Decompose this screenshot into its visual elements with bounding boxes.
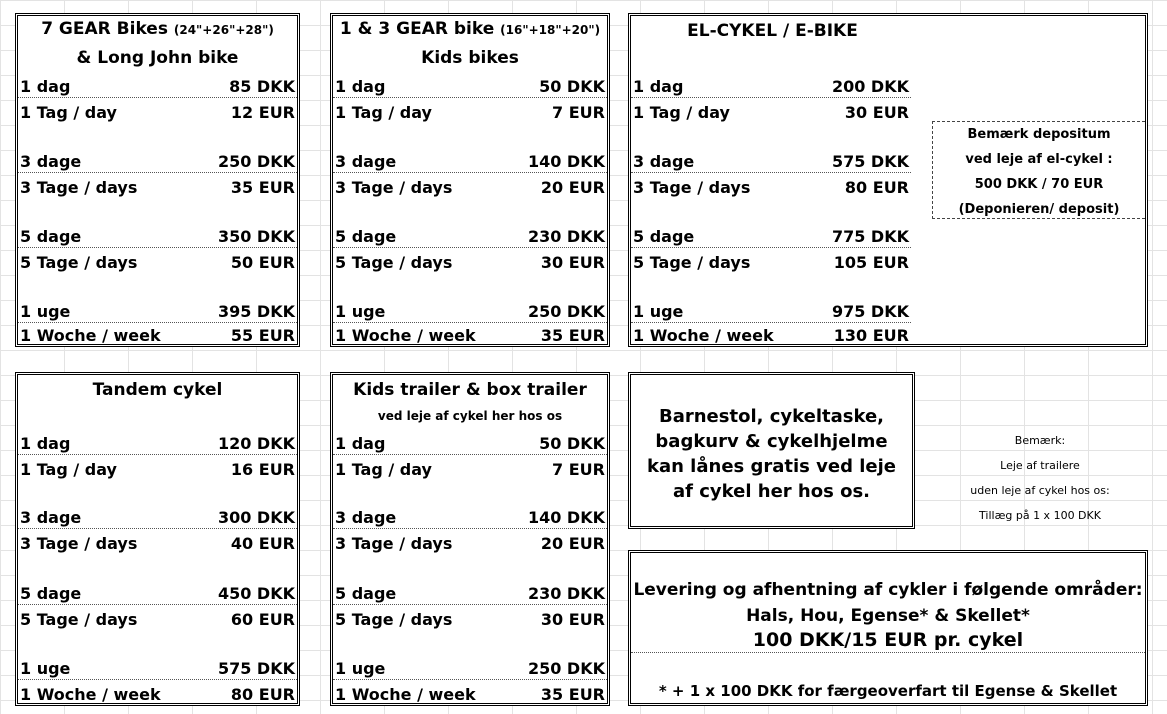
row-label: 1 Woche / week (335, 326, 476, 345)
title-main: 1 & 3 GEAR bike (339, 19, 495, 39)
price-row (18, 655, 297, 680)
box-title: Tandem cykel (92, 380, 223, 400)
row-value: 60 EUR (230, 610, 295, 629)
row-value: 120 DKK (217, 434, 295, 453)
price-row (18, 680, 297, 705)
row-label: 3 Tage / days (20, 534, 138, 553)
deposit-note-line: Bemærk depositum (967, 127, 1111, 142)
row-label: 5 Tage / days (20, 253, 138, 272)
delivery-price: 100 DKK/15 EUR pr. cykel (752, 629, 1024, 651)
price-row (18, 321, 297, 346)
row-label: 5 dage (335, 227, 397, 246)
row-value: 130 EUR (833, 326, 909, 345)
delivery-areas-list: Hals, Hou, Egense* & Skellet* (746, 606, 1030, 626)
row-value: 80 EUR (844, 178, 909, 197)
row-value: 105 EUR (833, 253, 909, 272)
row-value: 250 DKK (217, 152, 295, 171)
delivery-divider (631, 652, 1145, 653)
row-value: 350 DKK (217, 227, 295, 246)
row-label: 5 Tage / days (335, 610, 453, 629)
row-label: 3 Tage / days (20, 178, 138, 197)
row-value: 230 DKK (527, 584, 605, 603)
price-row (18, 73, 297, 98)
row-label: 3 dage (20, 152, 82, 171)
title-sizes: (16"+18"+20") (500, 23, 601, 37)
row-value: 975 DKK (831, 302, 909, 321)
price-row (333, 580, 607, 605)
price-row (333, 73, 607, 98)
row-value: 80 EUR (230, 685, 295, 704)
row-value: 50 EUR (230, 253, 295, 272)
price-row (18, 430, 297, 455)
price-row (333, 605, 607, 630)
row-value: 775 DKK (831, 227, 909, 246)
row-label: 1 dag (20, 434, 71, 453)
row-label: 3 Tage / days (335, 178, 453, 197)
row-label: 1 Woche / week (20, 685, 161, 704)
row-value: 20 EUR (540, 178, 605, 197)
row-label: 5 dage (20, 584, 82, 603)
row-value: 450 DKK (217, 584, 295, 603)
price-box-7-gear (15, 13, 300, 347)
row-value: 300 DKK (217, 508, 295, 527)
deposit-note-line: 500 DKK / 70 EUR (974, 177, 1104, 192)
deposit-note-line: (Deponieren/ deposit) (958, 202, 1120, 217)
price-row (18, 148, 297, 173)
deposit-note (932, 121, 1145, 219)
row-label: 5 Tage / days (633, 253, 751, 272)
title-main: 7 GEAR Bikes (41, 19, 168, 39)
price-row (18, 298, 297, 323)
row-label: 1 uge (335, 659, 386, 678)
row-label: 1 dag (20, 77, 71, 96)
row-value: 40 EUR (230, 534, 295, 553)
price-row (333, 223, 607, 248)
price-row (18, 248, 297, 273)
trailer-surcharge-note (940, 428, 1140, 528)
row-value: 7 EUR (552, 103, 605, 122)
price-row (18, 173, 297, 198)
trailer-note-line: Bemærk: (1014, 434, 1066, 447)
price-row (333, 430, 607, 455)
row-label: 1 Tag / day (335, 460, 432, 479)
price-box-tandem (15, 372, 300, 706)
price-row (333, 529, 607, 554)
delivery-footnote: * + 1 x 100 DKK for færgeoverfart til Egense & Skellet (658, 682, 1118, 700)
price-box-trailer (330, 372, 610, 706)
price-box-1-3-gear (330, 13, 610, 347)
row-value: 230 DKK (527, 227, 605, 246)
price-row (333, 148, 607, 173)
row-label: 1 dag (335, 77, 386, 96)
row-label: 1 Woche / week (633, 326, 774, 345)
row-value: 30 EUR (844, 103, 909, 122)
price-row (631, 321, 911, 346)
trailer-note-line: Leje af trailere (1000, 459, 1080, 472)
free-items-line: kan lånes gratis ved leje (646, 456, 897, 477)
price-row (18, 98, 297, 123)
price-row (18, 223, 297, 248)
row-label: 3 Tage / days (335, 534, 453, 553)
row-label: 1 Tag / day (20, 103, 117, 122)
box-title (18, 19, 297, 39)
row-value: 30 EUR (540, 610, 605, 629)
row-label: 1 uge (335, 302, 386, 321)
free-items-box (628, 372, 915, 529)
price-row (333, 321, 607, 346)
free-items-line: af cykel her hos os. (672, 481, 871, 502)
box-title: EL-CYKEL / E-BIKE (687, 21, 858, 41)
box-title: Kids trailer & box trailer (353, 380, 587, 400)
row-value: 250 DKK (527, 302, 605, 321)
price-row (333, 504, 607, 529)
price-row (333, 455, 607, 480)
row-value: 575 DKK (217, 659, 295, 678)
row-label: 3 dage (633, 152, 695, 171)
delivery-areas-heading: Levering og afhentning af cykler i følgende områder: (633, 580, 1143, 600)
row-value: 200 DKK (831, 77, 909, 96)
row-label: 1 uge (20, 659, 71, 678)
price-row (333, 248, 607, 273)
price-row (631, 98, 911, 123)
price-row (631, 248, 911, 273)
free-items-line: bagkurv & cykelhjelme (655, 431, 888, 452)
row-label: 1 Tag / day (20, 460, 117, 479)
price-row (333, 298, 607, 323)
box-subtitle: ved leje af cykel her hos os (377, 409, 563, 423)
price-row (631, 73, 911, 98)
row-value: 16 EUR (230, 460, 295, 479)
row-label: 1 dag (335, 434, 386, 453)
box-title (333, 19, 607, 39)
price-row (333, 98, 607, 123)
row-label: 1 uge (20, 302, 71, 321)
row-label: 5 dage (335, 584, 397, 603)
price-row (333, 680, 607, 705)
row-value: 50 DKK (539, 77, 605, 96)
title-sizes: (24"+26"+28") (173, 23, 274, 37)
row-label: 1 dag (633, 77, 684, 96)
row-label: 5 Tage / days (335, 253, 453, 272)
free-items-text (631, 404, 912, 504)
price-row (18, 504, 297, 529)
row-value: 50 DKK (539, 434, 605, 453)
price-row (18, 580, 297, 605)
row-label: 1 Woche / week (20, 326, 161, 345)
price-row (631, 173, 911, 198)
row-value: 35 EUR (540, 326, 605, 345)
price-row (631, 223, 911, 248)
row-label: 5 dage (633, 227, 695, 246)
row-label: 3 dage (20, 508, 82, 527)
delivery-box (628, 550, 1148, 706)
deposit-note-line: ved leje af el-cykel : (965, 152, 1113, 167)
row-value: 575 DKK (831, 152, 909, 171)
row-label: 1 Tag / day (633, 103, 730, 122)
price-row (18, 529, 297, 554)
row-label: 5 Tage / days (20, 610, 138, 629)
price-row (333, 655, 607, 680)
row-value: 395 DKK (217, 302, 295, 321)
row-label: 1 Tag / day (335, 103, 432, 122)
row-value: 140 DKK (527, 152, 605, 171)
trailer-note-line: uden leje af cykel hos os: (970, 484, 1110, 497)
row-value: 250 DKK (527, 659, 605, 678)
row-label: 5 dage (20, 227, 82, 246)
row-value: 7 EUR (552, 460, 605, 479)
free-items-line: Barnestol, cykeltaske, (659, 406, 884, 427)
row-label: 3 dage (335, 508, 397, 527)
row-label: 3 dage (335, 152, 397, 171)
row-label: 3 Tage / days (633, 178, 751, 197)
price-row (631, 148, 911, 173)
row-value: 55 EUR (230, 326, 295, 345)
row-value: 12 EUR (230, 103, 295, 122)
row-value: 140 DKK (527, 508, 605, 527)
row-value: 30 EUR (540, 253, 605, 272)
trailer-note-line: Tillæg på 1 x 100 DKK (979, 509, 1101, 522)
row-value: 35 EUR (230, 178, 295, 197)
price-row (18, 455, 297, 480)
box-title-line2: Kids bikes (421, 48, 519, 68)
price-row (333, 173, 607, 198)
row-label: 1 uge (633, 302, 684, 321)
price-row (631, 298, 911, 323)
row-value: 20 EUR (540, 534, 605, 553)
row-value: 35 EUR (540, 685, 605, 704)
row-value: 85 DKK (229, 77, 295, 96)
price-row (18, 605, 297, 630)
box-title-line2: & Long John bike (76, 48, 239, 68)
row-label: 1 Woche / week (335, 685, 476, 704)
